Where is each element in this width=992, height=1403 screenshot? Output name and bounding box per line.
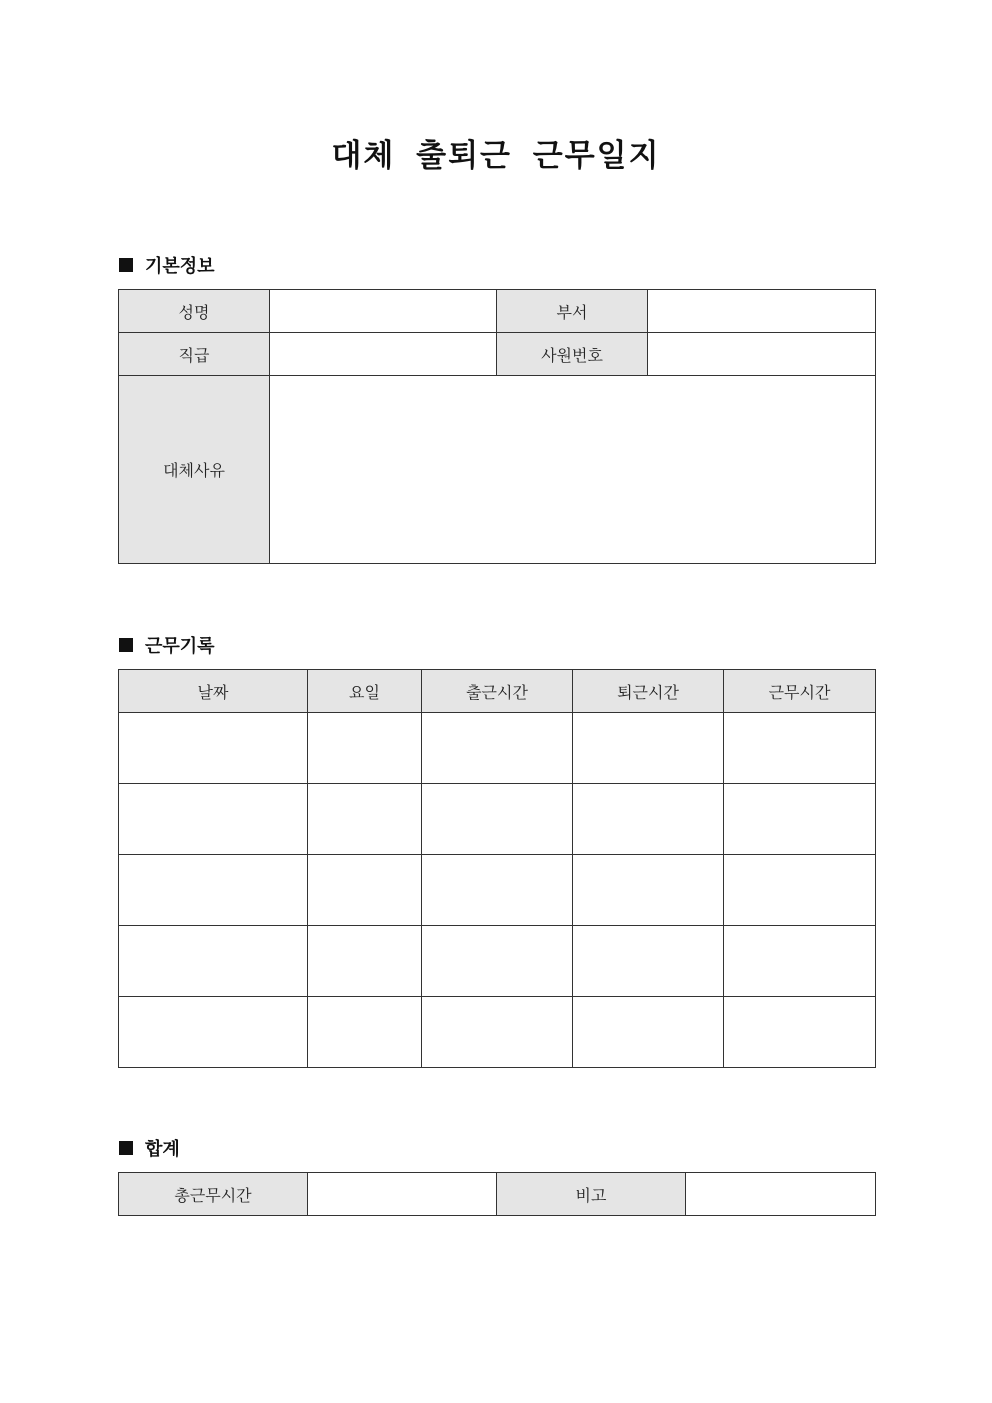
- clock-in-cell[interactable]: [422, 713, 573, 784]
- name-label: 성명: [119, 290, 270, 333]
- black-square-icon: [119, 258, 133, 272]
- name-field[interactable]: [270, 290, 497, 333]
- column-header-clock-in: 출근시간: [422, 670, 573, 713]
- department-label: 부서: [497, 290, 648, 333]
- weekday-cell[interactable]: [308, 713, 422, 784]
- table-row: [119, 713, 876, 784]
- reason-label: 대체사유: [119, 376, 270, 564]
- black-square-icon: [119, 1141, 133, 1155]
- weekday-cell[interactable]: [308, 997, 422, 1068]
- date-cell[interactable]: [119, 713, 308, 784]
- section-heading-work: [119, 633, 215, 657]
- note-field[interactable]: [686, 1173, 876, 1216]
- table-row: [119, 997, 876, 1068]
- clock-out-cell[interactable]: [573, 713, 724, 784]
- document-title: 대체 출퇴근 근무일지: [331, 138, 661, 174]
- column-header-weekday: 요일: [308, 670, 422, 713]
- clock-out-cell[interactable]: [573, 997, 724, 1068]
- clock-out-cell[interactable]: [573, 855, 724, 926]
- section-heading-work-label: 근무기록: [145, 636, 215, 657]
- employee-number-field[interactable]: [648, 333, 876, 376]
- section-heading-total-label: 합계: [145, 1139, 180, 1160]
- weekday-cell[interactable]: [308, 784, 422, 855]
- black-square-icon: [119, 638, 133, 652]
- section-heading-basic: [119, 253, 215, 277]
- clock-in-cell[interactable]: [422, 926, 573, 997]
- weekday-cell[interactable]: [308, 855, 422, 926]
- section-heading-total: [119, 1136, 180, 1160]
- table-row: [119, 855, 876, 926]
- table-row: [119, 784, 876, 855]
- work-record-table: [118, 669, 876, 1068]
- rank-field[interactable]: [270, 333, 497, 376]
- date-cell[interactable]: [119, 855, 308, 926]
- total-hours-label: 총근무시간: [119, 1173, 308, 1216]
- clock-out-cell[interactable]: [573, 784, 724, 855]
- employee-number-label: 사원번호: [497, 333, 648, 376]
- weekday-cell[interactable]: [308, 926, 422, 997]
- clock-in-cell[interactable]: [422, 784, 573, 855]
- section-heading-basic-label: 기본정보: [145, 256, 215, 277]
- work-hours-cell[interactable]: [724, 997, 876, 1068]
- rank-label: 직급: [119, 333, 270, 376]
- work-hours-cell[interactable]: [724, 713, 876, 784]
- total-hours-field[interactable]: [308, 1173, 497, 1216]
- table-row: [119, 926, 876, 997]
- date-cell[interactable]: [119, 926, 308, 997]
- work-hours-cell[interactable]: [724, 855, 876, 926]
- reason-field[interactable]: [270, 376, 876, 564]
- date-cell[interactable]: [119, 784, 308, 855]
- work-hours-cell[interactable]: [724, 926, 876, 997]
- clock-out-cell[interactable]: [573, 926, 724, 997]
- department-field[interactable]: [648, 290, 876, 333]
- column-header-date: 날짜: [119, 670, 308, 713]
- basic-info-table: [118, 289, 876, 564]
- note-label: 비고: [497, 1173, 686, 1216]
- column-header-clock-out: 퇴근시간: [573, 670, 724, 713]
- work-hours-cell[interactable]: [724, 784, 876, 855]
- column-header-work-hours: 근무시간: [724, 670, 876, 713]
- clock-in-cell[interactable]: [422, 855, 573, 926]
- clock-in-cell[interactable]: [422, 997, 573, 1068]
- date-cell[interactable]: [119, 997, 308, 1068]
- total-table: [118, 1172, 876, 1216]
